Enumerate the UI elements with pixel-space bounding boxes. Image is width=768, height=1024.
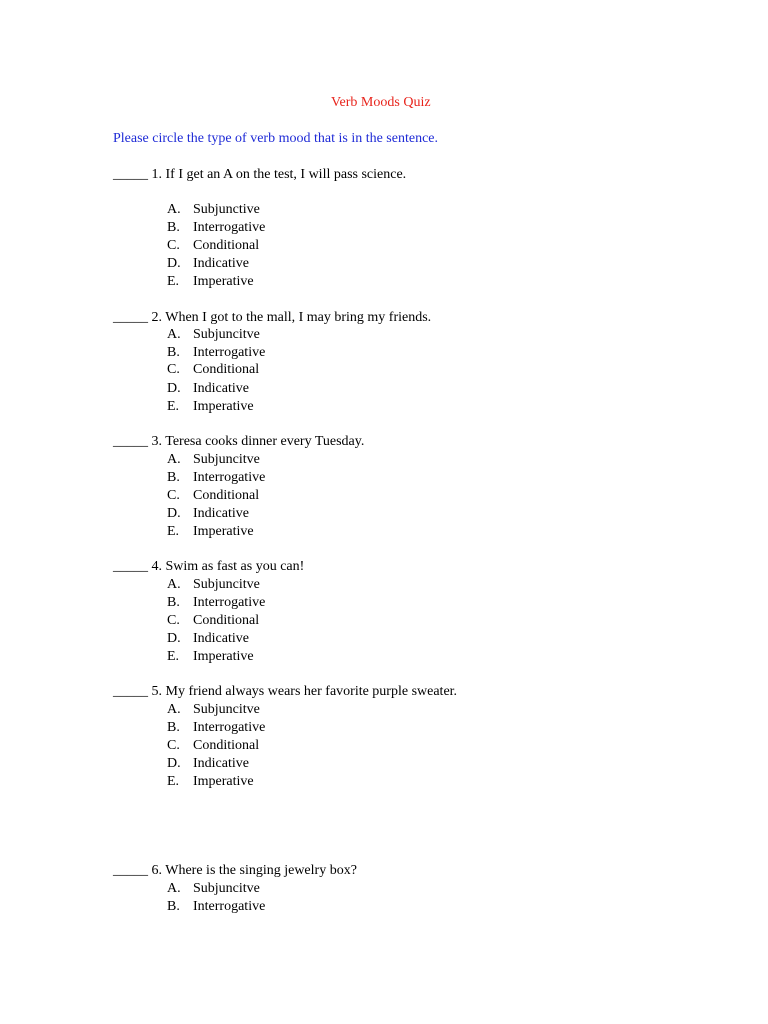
option-letter: E. bbox=[167, 399, 180, 414]
option-letter: C. bbox=[167, 362, 180, 377]
option-letter: A. bbox=[167, 452, 181, 467]
question-prompt: _____ 4. Swim as fast as you can! bbox=[113, 559, 305, 574]
option-letter: E. bbox=[167, 774, 180, 789]
option-letter: B. bbox=[167, 345, 180, 360]
option-letter: A. bbox=[167, 327, 181, 342]
option-letter: B. bbox=[167, 470, 180, 485]
option-letter: C. bbox=[167, 488, 180, 503]
option-text: Indicative bbox=[193, 506, 249, 521]
option-letter: A. bbox=[167, 202, 181, 217]
option-text: Conditional bbox=[193, 362, 260, 377]
option-letter: D. bbox=[167, 756, 181, 771]
option-text: Imperative bbox=[193, 774, 254, 789]
question-prompt: _____ 3. Teresa cooks dinner every Tuesday. bbox=[113, 434, 365, 449]
option-letter: A. bbox=[167, 702, 181, 717]
option-letter: D. bbox=[167, 506, 181, 521]
quiz-title: Verb Moods Quiz bbox=[331, 95, 431, 110]
option-text: Subjuncitve bbox=[193, 577, 260, 592]
option-text: Imperative bbox=[193, 649, 254, 664]
option-letter: B. bbox=[167, 899, 180, 914]
option-letter: D. bbox=[167, 381, 181, 396]
option-text: Subjuncitve bbox=[193, 452, 260, 467]
option-text: Interrogative bbox=[193, 220, 266, 235]
option-letter: E. bbox=[167, 274, 180, 289]
option-letter: D. bbox=[167, 631, 181, 646]
option-text: Indicative bbox=[193, 256, 249, 271]
question-prompt: _____ 6. Where is the singing jewelry box? bbox=[113, 863, 357, 878]
option-text: Interrogative bbox=[193, 720, 266, 735]
question-prompt: _____ 5. My friend always wears her favorite purple sweater. bbox=[113, 684, 458, 699]
option-text: Imperative bbox=[193, 524, 254, 539]
option-text: Subjuncitve bbox=[193, 702, 260, 717]
option-letter: C. bbox=[167, 738, 180, 753]
option-text: Interrogative bbox=[193, 595, 266, 610]
option-text: Indicative bbox=[193, 381, 249, 396]
option-text: Interrogative bbox=[193, 470, 266, 485]
option-letter: A. bbox=[167, 577, 181, 592]
option-letter: C. bbox=[167, 238, 180, 253]
option-letter: B. bbox=[167, 720, 180, 735]
option-letter: E. bbox=[167, 649, 180, 664]
option-text: Imperative bbox=[193, 274, 254, 289]
option-text: Conditional bbox=[193, 738, 260, 753]
option-letter: B. bbox=[167, 220, 180, 235]
quiz-instruction: Please circle the type of verb mood that is in the sentence. bbox=[113, 131, 439, 146]
option-text: Subjuncitve bbox=[193, 881, 260, 896]
option-text: Conditional bbox=[193, 613, 260, 628]
option-letter: C. bbox=[167, 613, 180, 628]
option-text: Interrogative bbox=[193, 899, 266, 914]
question-prompt: _____ 1. If I get an A on the test, I will pass science. bbox=[113, 167, 407, 182]
option-letter: D. bbox=[167, 256, 181, 271]
question-prompt: _____ 2. When I got to the mall, I may bring my friends. bbox=[113, 310, 432, 325]
option-letter: E. bbox=[167, 524, 180, 539]
option-text: Imperative bbox=[193, 399, 254, 414]
option-text: Subjuncitve bbox=[193, 327, 260, 342]
option-text: Conditional bbox=[193, 238, 260, 253]
option-text: Indicative bbox=[193, 631, 249, 646]
option-text: Interrogative bbox=[193, 345, 266, 360]
option-text: Indicative bbox=[193, 756, 249, 771]
option-text: Conditional bbox=[193, 488, 260, 503]
option-text: Subjunctive bbox=[193, 202, 260, 217]
option-letter: B. bbox=[167, 595, 180, 610]
option-letter: A. bbox=[167, 881, 181, 896]
